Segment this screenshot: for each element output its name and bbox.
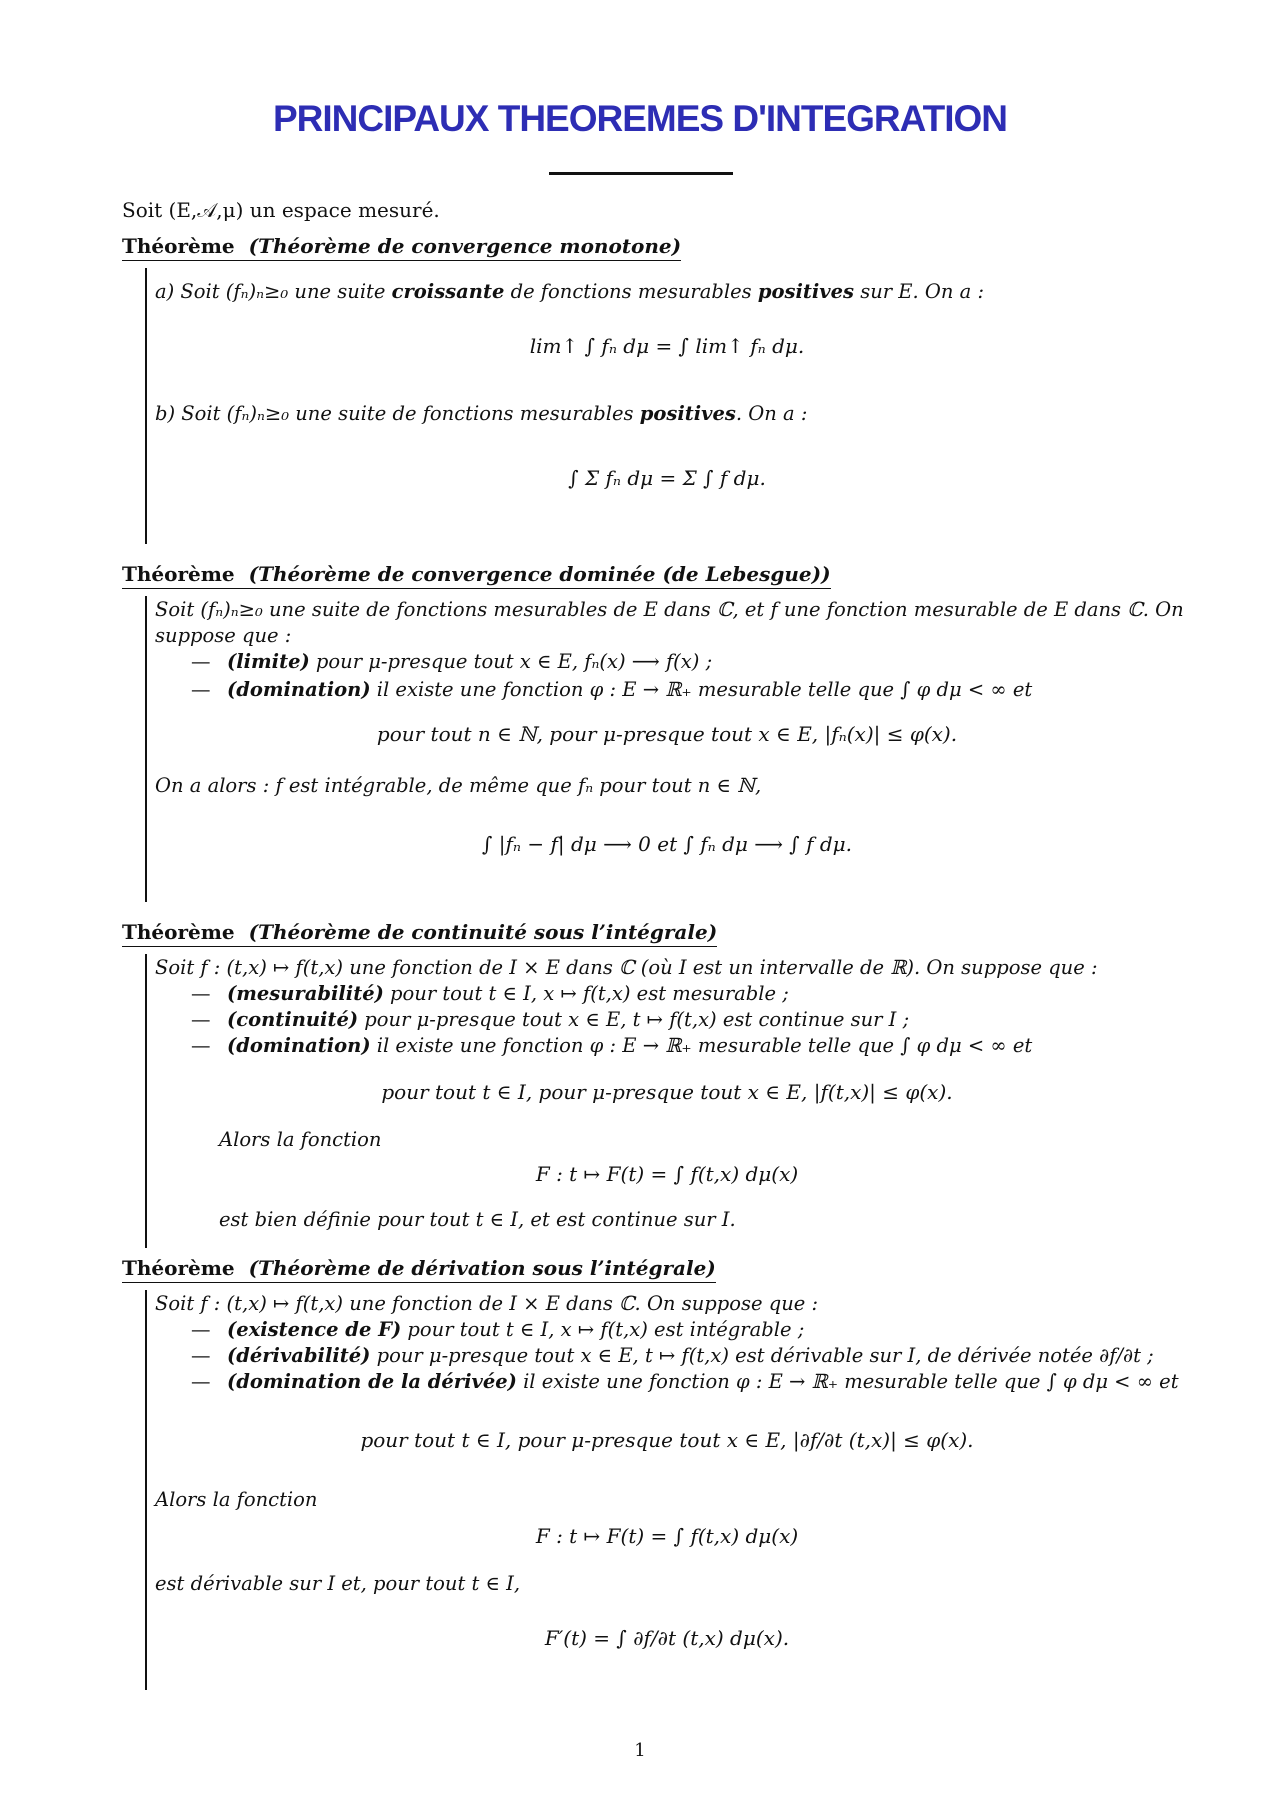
- t4-bullet-derivabilite: — (dérivabilité) pour μ-presque tout x ∈ E, t ↦ f(t,x) est dérivable sur I, de dérivée notée ∂f/∂t ;: [191, 1344, 1154, 1367]
- t4-formula-1: pour tout t ∈ I, pour μ-presque tout x ∈ E, |∂f/∂t (t,x)| ≤ φ(x).: [360, 1428, 974, 1452]
- page-title: PRINCIPAUX THEOREMES D'INTEGRATION: [272, 98, 1008, 139]
- t3-bullet-continuite: — (continuité) pour μ-presque tout x ∈ E, t ↦ f(t,x) est continue sur I ;: [191, 1008, 910, 1031]
- t2-formula-1: pour tout n ∈ ℕ, pour μ-presque tout x ∈ E, |fₙ(x)| ≤ φ(x).: [376, 722, 958, 746]
- intro-text: Soit (E,𝒜,μ) un espace mesuré.: [122, 198, 440, 222]
- t4-line-2: Alors la fonction: [155, 1488, 318, 1511]
- t4-formula-2: F : t ↦ F(t) = ∫ f(t,x) dμ(x): [535, 1524, 799, 1548]
- theorem-2-name: (Théorème de convergence dominée (de Lebesgue)): [248, 562, 831, 586]
- t3-bullet-mesurabilite: — (mesurabilité) pour tout t ∈ I, x ↦ f(t,x) est mesurable ;: [191, 982, 789, 1005]
- theorem-2-heading: [122, 562, 831, 589]
- title-underline: [549, 172, 733, 175]
- t4-line-1: Soit f : (t,x) ↦ f(t,x) une fonction de I × E dans ℂ. On suppose que :: [155, 1292, 819, 1315]
- theorem-3-body: [145, 954, 1187, 1248]
- t2-formula-2: ∫ |fₙ − f| dμ ⟶ 0 et ∫ fₙ dμ ⟶ ∫ f dμ.: [481, 832, 853, 856]
- t2-bullet-domination: — (domination) il existe une fonction φ : E → ℝ₊ mesurable telle que ∫ φ dμ < ∞ et: [191, 678, 1033, 701]
- t1-formula-b: ∫ Σ fₙ dμ = Σ ∫ f dμ.: [568, 466, 766, 490]
- theorem-label: Théorème: [122, 234, 235, 258]
- t3-formula-2: F : t ↦ F(t) = ∫ f(t,x) dμ(x): [535, 1162, 799, 1186]
- theorem-label: Théorème: [122, 920, 235, 944]
- theorem-1-name: (Théorème de convergence monotone): [248, 234, 682, 258]
- t3-line-3: est bien définie pour tout t ∈ I, et est continue sur I.: [219, 1208, 736, 1231]
- t2-bullet-limite: — (limite) pour μ-presque tout x ∈ E, fₙ(x) ⟶ f(x) ;: [191, 650, 713, 673]
- t3-line-1: Soit f : (t,x) ↦ f(t,x) une fonction de I × E dans ℂ (où I est un intervalle de ℝ). On suppose que :: [155, 956, 1098, 979]
- theorem-4-name: (Théorème de dérivation sous l’intégrale): [248, 1256, 716, 1280]
- t3-line-2: Alors la fonction: [219, 1128, 382, 1151]
- t2-line-2: suppose que :: [155, 624, 292, 647]
- t2-line-3: On a alors : f est intégrable, de même que fₙ pour tout n ∈ ℕ,: [155, 774, 762, 797]
- t3-formula-1: pour tout t ∈ I, pour μ-presque tout x ∈ E, |f(t,x)| ≤ φ(x).: [381, 1080, 953, 1104]
- t4-formula-3: F′(t) = ∫ ∂f/∂t (t,x) dμ(x).: [544, 1626, 790, 1650]
- theorem-1-body: [145, 268, 1187, 544]
- t4-bullet-domination-derivee: — (domination de la dérivée) il existe une fonction φ : E → ℝ₊ mesurable telle que ∫ φ dμ < ∞ et: [191, 1370, 1179, 1393]
- t4-line-3: est dérivable sur I et, pour tout t ∈ I,: [155, 1572, 521, 1595]
- theorem-4-body: [145, 1290, 1187, 1690]
- theorem-label: Théorème: [122, 1256, 235, 1280]
- t2-line-1: Soit (fₙ)ₙ≥₀ une suite de fonctions mesurables de E dans ℂ, et f une fonction mesurable de E dans ℂ. On: [155, 598, 1184, 621]
- page-number: 1: [634, 1740, 646, 1761]
- t1-item-b: b) Soit (fₙ)ₙ≥₀ une suite de fonctions mesurables positives. On a :: [155, 402, 808, 425]
- t1-formula-a: lim↑ ∫ fₙ dμ = ∫ lim↑ fₙ dμ.: [529, 334, 805, 358]
- theorem-3-name: (Théorème de continuité sous l’intégrale): [248, 920, 718, 944]
- t3-bullet-domination: — (domination) il existe une fonction φ : E → ℝ₊ mesurable telle que ∫ φ dμ < ∞ et: [191, 1034, 1033, 1057]
- theorem-label: Théorème: [122, 562, 235, 586]
- t4-bullet-existence: — (existence de F) pour tout t ∈ I, x ↦ f(t,x) est intégrable ;: [191, 1318, 805, 1341]
- theorem-3-heading: [122, 920, 717, 947]
- theorem-1-heading: [122, 234, 681, 261]
- t1-item-a: a) Soit (fₙ)ₙ≥₀ une suite croissante de fonctions mesurables positives sur E. On a :: [155, 280, 985, 303]
- theorem-2-body: [145, 596, 1187, 902]
- theorem-4-heading: [122, 1256, 716, 1283]
